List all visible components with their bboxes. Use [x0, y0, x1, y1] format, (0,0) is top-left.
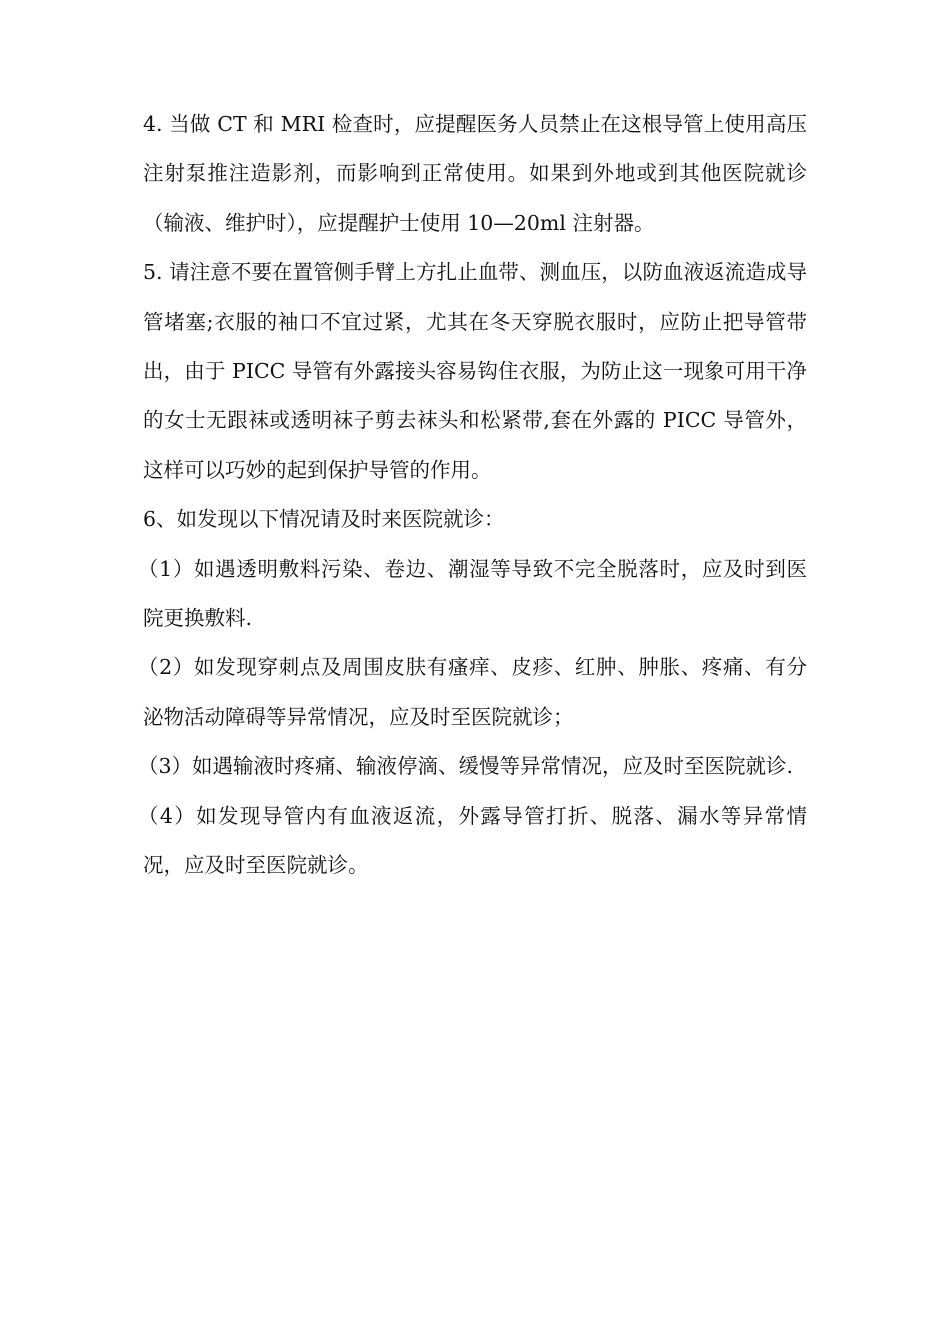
paragraph-item-6-2: （2）如发现穿刺点及周围皮肤有瘙痒、皮疹、红肿、肿胀、疼痛、有分泌物活动障碍等异常情况，应及时至医院就诊；	[138, 655, 807, 729]
paragraph-item-6-4: （4）如发现导管内有血液返流，外露导管打折、脱落、漏水等异常情况，应及时至医院就诊。	[138, 803, 807, 878]
paragraph-item-6-heading: 6、如发现以下情况请及时来医院就诊：	[143, 507, 505, 532]
paragraph-item-6-1: （1）如遇透明敷料污染、卷边、潮湿等导致不完全脱落时，应及时到医院更换敷料.	[138, 556, 807, 631]
paragraph-item-5: 5. 请注意不要在置管侧手臂上方扎止血带、测血压，以防血液返流造成导管堵塞;衣服的袖口不宜过紧，尤其在冬天穿脱衣服时，应防止把导管带出，由于 PICC 导管有外露接头容易钩住衣服，为防止这一现象可用干净的女士无跟袜或透明袜子剪去袜头和松紧带,套在外露的 PICC 导管外，这样可以巧妙的起到保护导管的作用。	[143, 260, 807, 482]
paragraph-item-6-3: （3）如遇输液时疼痛、输液停滴、缓慢等异常情况，应及时至医院就诊.	[138, 754, 794, 779]
document-page	[138, 100, 807, 891]
paragraph-item-4: 4. 当做 CT 和 MRI 检查时，应提醒医务人员禁止在这根导管上使用高压注射泵推注造影剂，而影响到正常使用。如果到外地或到其他医院就诊（输液、维护时），应提醒护士使用 10—20ml 注射器。	[143, 112, 807, 235]
